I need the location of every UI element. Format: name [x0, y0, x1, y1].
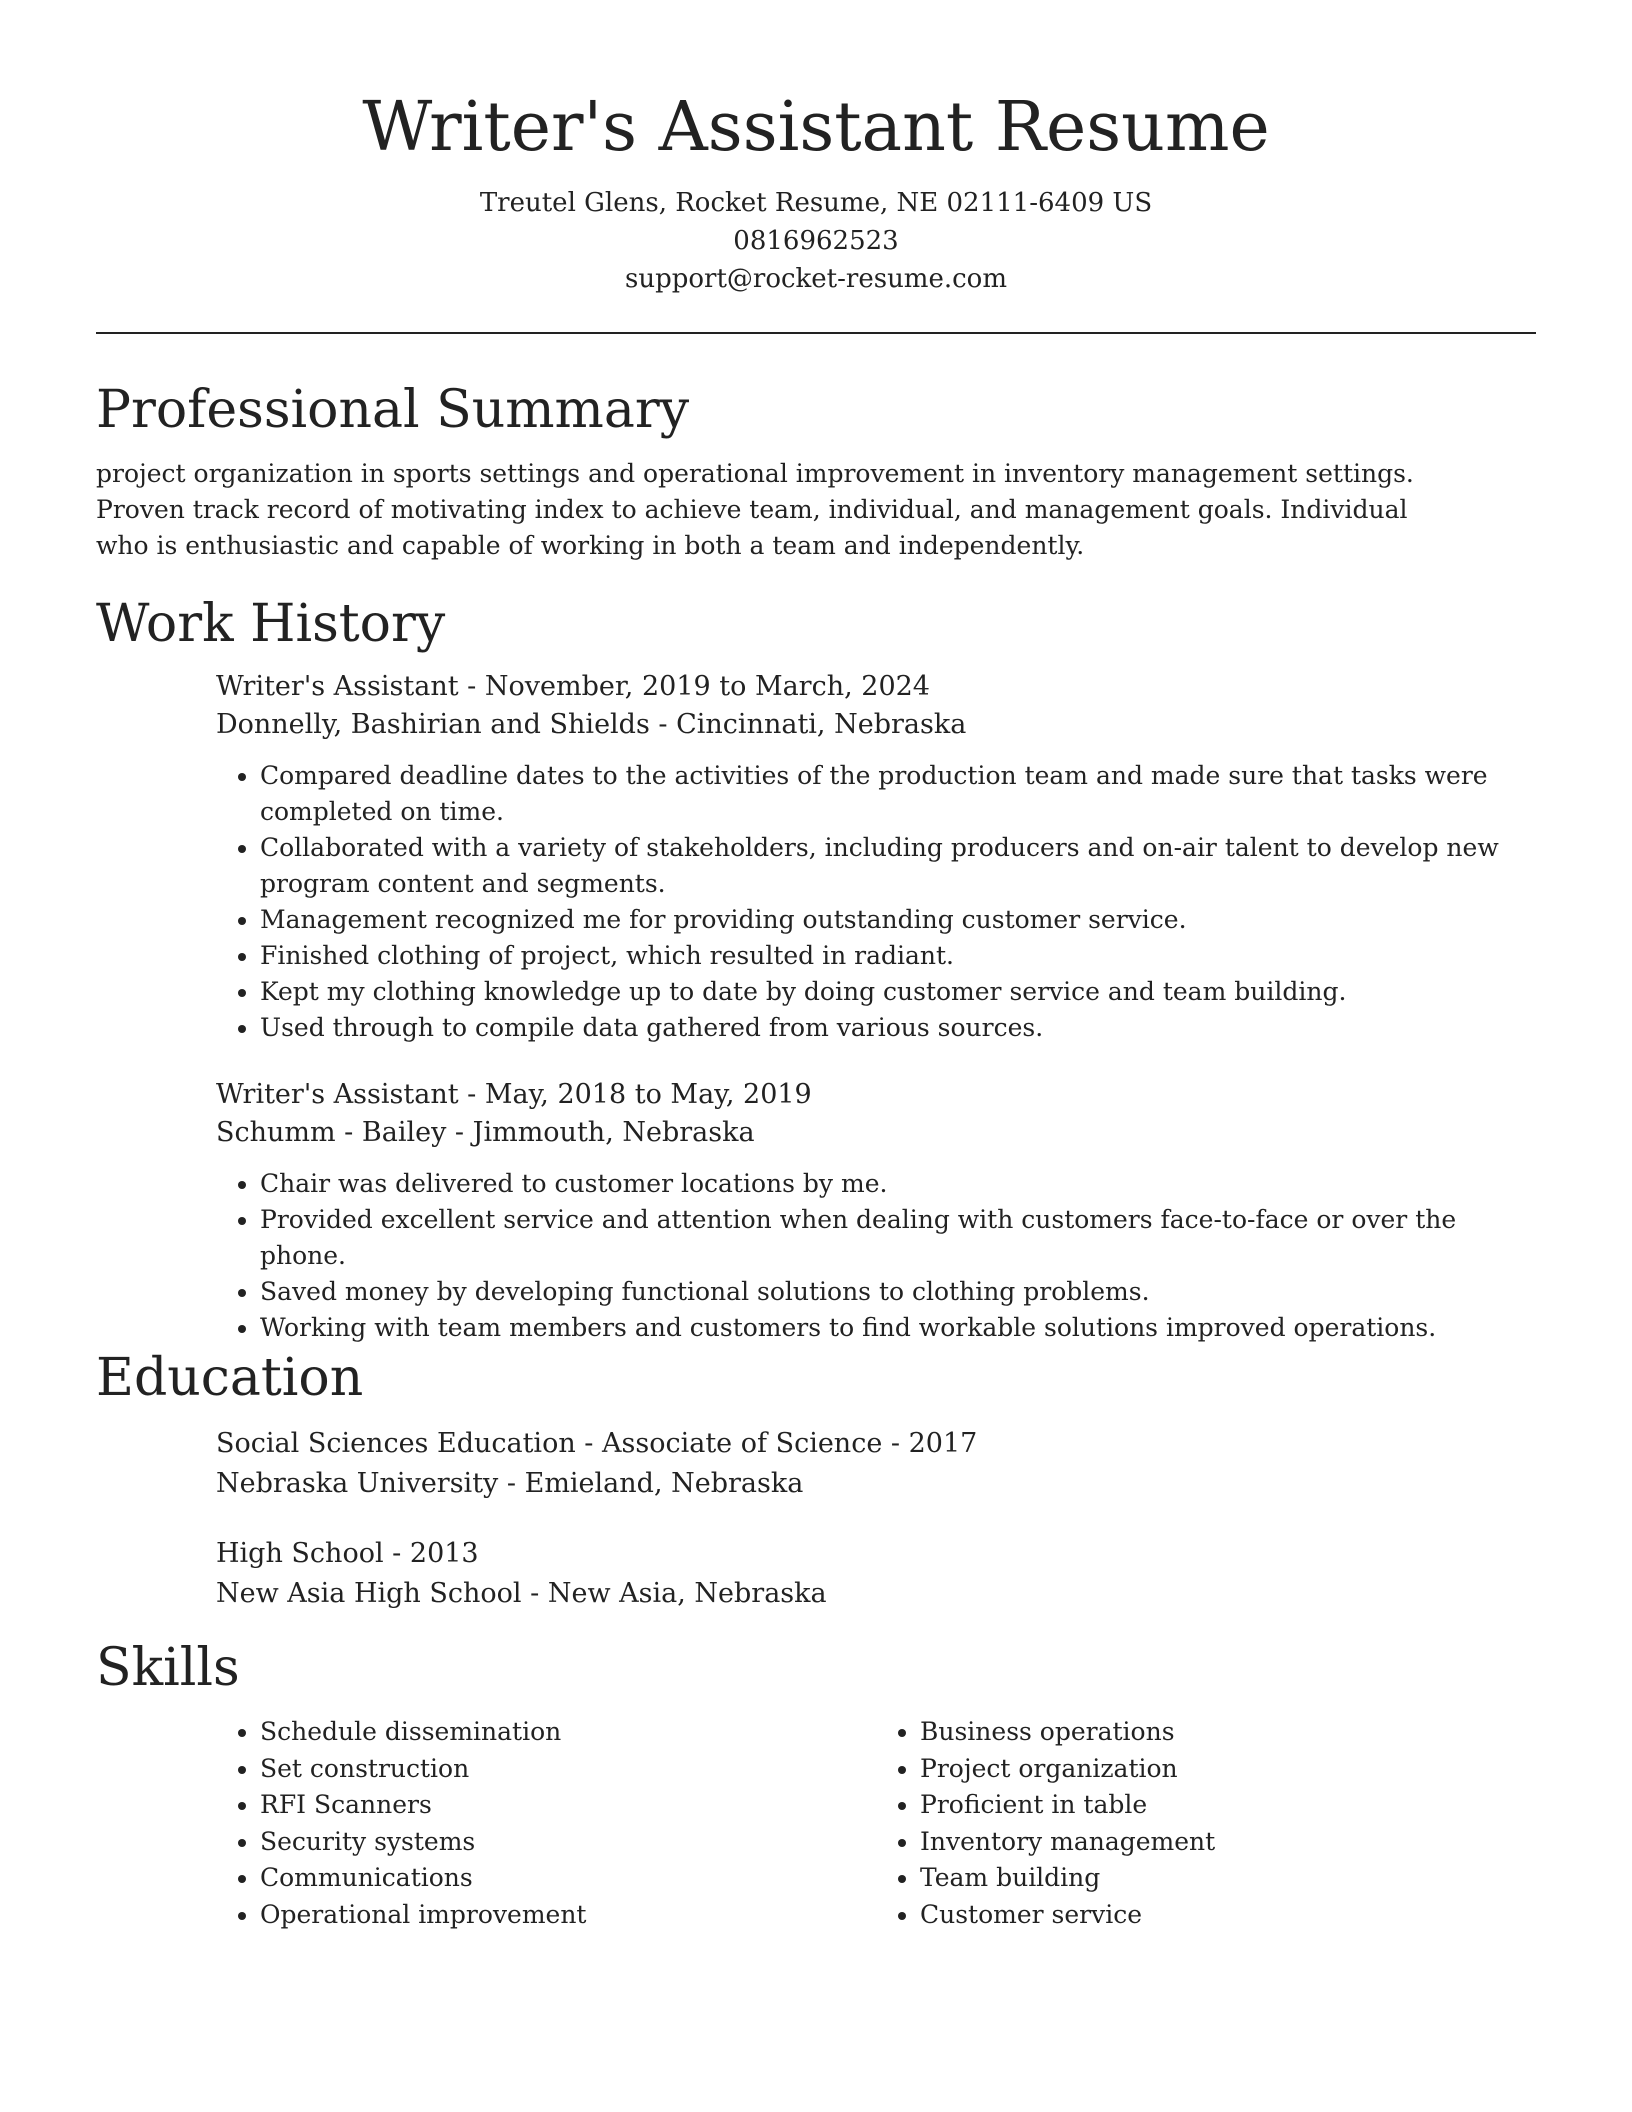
list-item: • Team building: [920, 1860, 1536, 1897]
list-item: • Security systems: [260, 1824, 876, 1861]
job-entry: [216, 668, 1536, 1046]
education-section: [96, 1346, 1536, 1614]
list-item: • Compared deadline dates to the activities of the production team and made sure that tasks were completed on time.: [260, 758, 1536, 830]
separator: -: [498, 1468, 525, 1499]
contact-email: support@rocket-resume.com: [624, 264, 1007, 294]
list-item: • Customer service: [920, 1897, 1536, 1934]
list-item: • Finished clothing of project, which resulted in radiant.: [260, 938, 1536, 974]
list-item: • Saved money by developing functional solutions to clothing problems.: [260, 1274, 1536, 1310]
education-school-line: [216, 1464, 1536, 1504]
job-company-line: [216, 1114, 1536, 1152]
skills-section: [96, 1636, 1536, 1933]
job-company-line: [216, 706, 1536, 744]
education-location: New Asia, Nebraska: [547, 1578, 827, 1609]
resume-page: [96, 0, 1536, 1929]
list-item: • Management recognized me for providing outstanding customer service.: [260, 902, 1536, 938]
education-degree: Associate of Science: [602, 1428, 883, 1459]
list-item: • Schedule dissemination: [260, 1714, 876, 1751]
header-divider: [96, 332, 1536, 334]
list-item: • RFI Scanners: [260, 1787, 876, 1824]
education-entry: [216, 1424, 1536, 1504]
list-item: • Project organization: [920, 1751, 1536, 1788]
separator: -: [458, 671, 485, 702]
work-history-heading: Work History: [96, 594, 446, 654]
education-year: 2017: [908, 1428, 978, 1459]
skills-heading: Skills: [96, 1638, 240, 1698]
list-item: • Business operations: [920, 1714, 1536, 1751]
separator: -: [882, 1428, 909, 1459]
education-year: 2013: [409, 1538, 479, 1569]
job-title: Writer's Assistant: [216, 1079, 459, 1110]
list-item: • Operational improvement: [260, 1897, 876, 1934]
job-dates: November, 2019 to March, 2024: [484, 671, 930, 702]
list-item: • Set construction: [260, 1751, 876, 1788]
education-degree-line: [216, 1534, 1536, 1574]
education-school-line: [216, 1574, 1536, 1614]
contact-phone: 0816962523: [733, 226, 899, 256]
job-title-line: [216, 668, 1536, 706]
resume-title: Writer's Assistant Resume: [362, 88, 1270, 167]
job-dates: May, 2018 to May, 2019: [484, 1079, 812, 1110]
job-location: Cincinnati, Nebraska: [676, 709, 967, 740]
separator: -: [383, 1538, 410, 1569]
list-item: • Collaborated with a variety of stakeholders, including producers and on-air talent to develop new program content and segments.: [260, 830, 1536, 902]
education-heading: Education: [96, 1348, 364, 1408]
education-field: Social Sciences Education: [216, 1428, 576, 1459]
summary-section: [96, 378, 1536, 564]
separator: -: [521, 1578, 548, 1609]
list-item: • Working with team members and customers to find workable solutions improved operations.: [260, 1310, 1536, 1346]
job-location: Jimmouth, Nebraska: [472, 1117, 755, 1148]
summary-text: project organization in sports settings and operational improvement in inventory management settings. Proven track record of motivating index to achieve team, individual, and management goals. Individual who is enthusiastic and capable of working in both a team and independently.: [96, 459, 1414, 560]
summary-heading: Professional Summary: [96, 380, 690, 440]
education-school: New Asia High School: [216, 1578, 522, 1609]
job-company: Schumm - Bailey: [216, 1117, 447, 1148]
list-item: • Proficient in table: [920, 1787, 1536, 1824]
separator: -: [446, 1117, 473, 1148]
list-item: • Inventory management: [920, 1824, 1536, 1861]
skills-list-left: [216, 1714, 876, 1933]
job-title: Writer's Assistant: [216, 671, 459, 702]
job-bullets: [216, 758, 1536, 1046]
list-item: • Provided excellent service and attention when dealing with customers face-to-face or over the phone.: [260, 1202, 1536, 1274]
education-field: High School: [216, 1538, 384, 1569]
resume-header: [96, 0, 1536, 334]
education-school: Nebraska University: [216, 1468, 499, 1499]
skills-list-right: [876, 1714, 1536, 1933]
contact-info: [96, 184, 1536, 298]
education-degree-line: [216, 1424, 1536, 1464]
skills-columns: [216, 1714, 1536, 1933]
list-item: • Chair was delivered to customer locations by me.: [260, 1166, 1536, 1202]
job-title-line: [216, 1076, 1536, 1114]
list-item: • Used through to compile data gathered from various sources.: [260, 1010, 1536, 1046]
list-item: • Communications: [260, 1860, 876, 1897]
list-item: • Kept my clothing knowledge up to date by doing customer service and team building.: [260, 974, 1536, 1010]
job-company: Donnelly, Bashirian and Shields: [216, 709, 650, 740]
separator: -: [649, 709, 677, 740]
education-entry: [216, 1534, 1536, 1614]
separator: -: [575, 1428, 603, 1459]
work-history-section: [96, 592, 1536, 1346]
job-entry: [216, 1076, 1536, 1346]
education-location: Emieland, Nebraska: [524, 1468, 804, 1499]
separator: -: [458, 1079, 485, 1110]
contact-address: Treutel Glens, Rocket Resume, NE 02111-6409 US: [479, 188, 1153, 218]
job-bullets: [216, 1166, 1536, 1346]
